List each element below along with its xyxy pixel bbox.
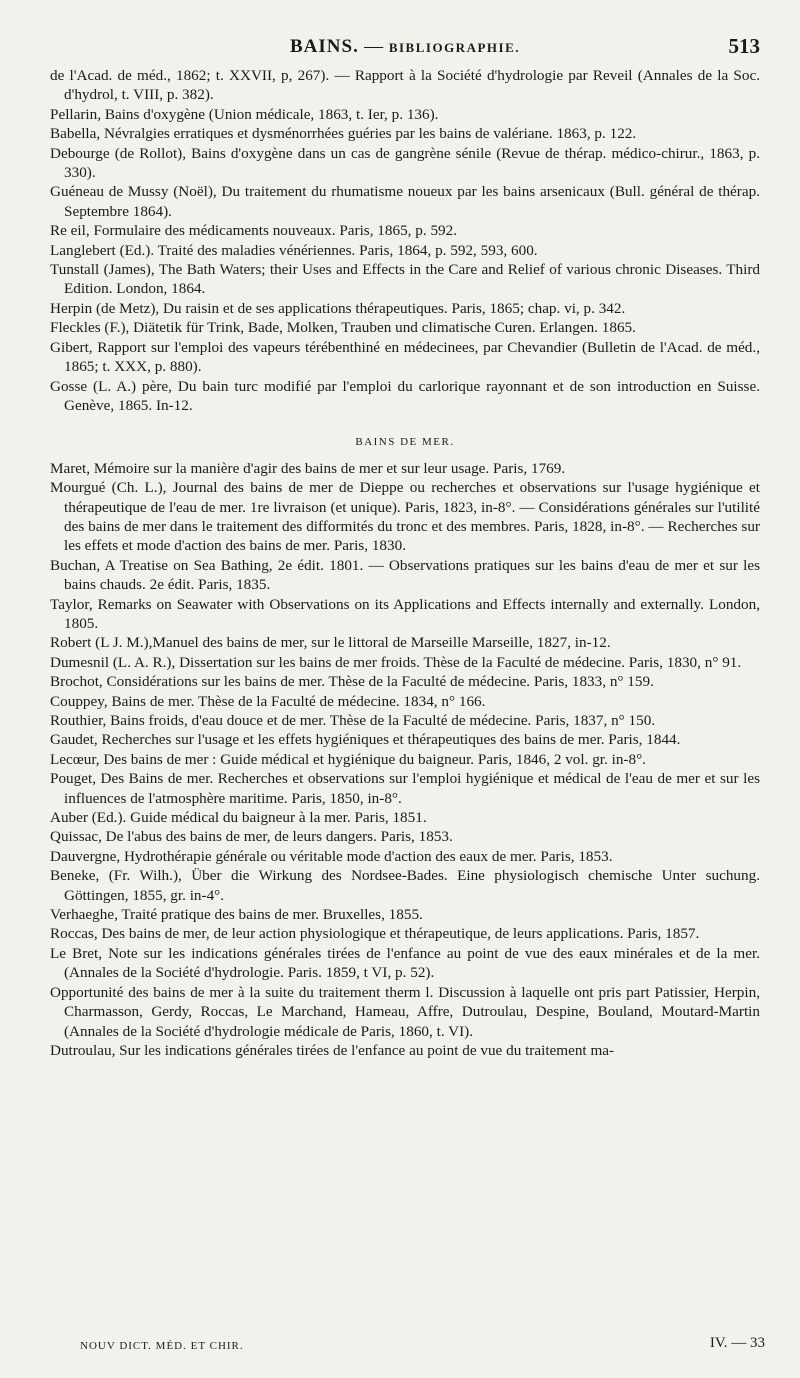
bib-entry: Herpin (de Metz), Du raisin et de ses applications thérapeutiques. Paris, 1865; chap. vi, p. 342. [50, 299, 626, 317]
bib-entry: de l'Acad. de méd., 1862; t. XXVII, p, 267). — Rapport à la Société d'hydrologie par Reveil (Annales de la Soc. d'hydrol, t. VIII, p. 382). [50, 67, 760, 104]
bib-entry: Babella, Névralgies erratiques et dysménorrhées guéries par les bains de valériane. 1863, p. 122. [50, 125, 637, 143]
bib-entry: Debourge (de Rollot), Bains d'oxygène dans un cas de gangrène sénile (Revue de thérap. médico-chirur., 1863, p. 330). [50, 144, 760, 182]
bib-entry: Lecœur, Des bains de mer : Guide médical et hygiénique du baigneur. Paris, 1846, 2 vol. gr. in-8°. [50, 750, 646, 768]
bib-entry: Couppey, Bains de mer. Thèse de la Faculté de médecine. 1834, n° 166. [50, 692, 486, 710]
bib-entry: Routhier, Bains froids, d'eau douce et de mer. Thèse de la Faculté de médecine. Paris, 1837, n° 150. [50, 712, 656, 729]
page-number: 513 [728, 34, 760, 58]
footer-signature: NOUV DICT. MÉD. ET CHIR. [80, 1340, 244, 1352]
bib-entry: Langlebert (Ed.). Traité des maladies vénériennes. Paris, 1864, p. 592, 593, 600. [50, 241, 538, 259]
bib-entry: Pouget, Des Bains de mer. Recherches et observations sur l'emploi hygiénique et médical de l'eau de mer et sur les influences de l'atmosphère maritime. Paris, 1850, in-8°. [50, 770, 760, 807]
bib-entry: Taylor, Remarks on Seawater with Observations on its Applications and Effects internally and externally. London, 1805. [50, 595, 760, 632]
bib-entry: Dumesnil (L. A. R.), Dissertation sur les bains de mer froids. Thèse de la Faculté de médecine. Paris, 1830, n° 91. [50, 653, 742, 671]
bib-entry: Tunstall (James), The Bath Waters; their Uses and Effects in the Care and Relief of various chronic Diseases. Third Edition. London, 1864. [50, 261, 760, 298]
bib-entry: Verhaeghe, Traité pratique des bains de mer. Bruxelles, 1855. [50, 906, 423, 924]
bib-entry: Dauvergne, Hydrothérapie générale ou véritable mode d'action des eaux de mer. Paris, 1853. [50, 847, 613, 865]
bib-entry: Le Bret, Note sur les indications générales tirées de l'enfance au point de vue des eaux minérales et de la mer. (Annales de la Société d'hydrologie. Paris. 1859, t VI, p. 52). [50, 944, 760, 982]
bib-entry: Beneke, (Fr. Wilh.), Über die Wirkung des Nordsee-Bades. Eine physiologisch chemische Unter suchung. Göttingen, 1855, gr. in-4°. [50, 867, 760, 904]
bib-entry: Opportunité des bains de mer à la suite du traitement therm l. Discussion à laquelle ont pris part Patissier, Herpin, Charmasson, Gerdy, Roccas, Le Marchand, Hameau, Affre, Dutroulau, Despine, Bouland, Moutard-Martin (Annales de la Société d'hydrologie médicale de Paris, 1860, t. VI). [50, 983, 760, 1040]
bib-entry: Maret, Mémoire sur la manière d'agir des bains de mer et sur leur usage. Paris, 1769. [50, 459, 566, 477]
bib-entry: Roccas, Des bains de mer, de leur action physiologique et thérapeutique, de leurs applications. Paris, 1857. [50, 925, 700, 943]
bibliography-list [50, 66, 760, 1060]
page-header [50, 30, 760, 66]
bib-entry: Gaudet, Recherches sur l'usage et les effets hygiéniques et thérapeutiques des bains de mer. Paris, 1844. [50, 731, 681, 749]
bib-entry: Brochot, Considérations sur les bains de mer. Thèse de la Faculté de médecine. Paris, 1833, n° 159. [50, 673, 654, 691]
bib-entry: Quissac, De l'abus des bains de mer, de leurs dangers. Paris, 1853. [50, 828, 453, 846]
footer-volume: IV. — 33 [709, 1335, 765, 1351]
running-title [50, 36, 760, 58]
running-title-main: BAINS. [290, 36, 359, 57]
bib-entry: Fleckles (F.), Diätetik für Trink, Bade, Molken, Trauben und climatische Curen. Erlangen. 1865. [50, 319, 636, 337]
bib-entry: Robert (L J. M.),Manuel des bains de mer, sur le littoral de Marseille Marseille, 1827, in-12. [50, 634, 611, 652]
bib-entry: Dutroulau, Sur les indications générales tirées de l'enfance au point de vue du traitement ma- [50, 1041, 615, 1059]
bib-entry: Guéneau de Mussy (Noël), Du traitement du rhumatisme noueux par les bains arsenicaux (Bull. général de thérap. Septembre 1864). [50, 183, 760, 220]
section-heading: BAINS DE MER. [355, 436, 455, 449]
bib-entry: Gibert, Rapport sur l'emploi des vapeurs térébenthiné en médecinees, par Chevandier (Bulletin de l'Acad. de méd., 1865; t. XXX, p. 880). [50, 338, 760, 376]
bib-entry: Pellarin, Bains d'oxygène (Union médicale, 1863, t. Ier, p. 136). [50, 105, 439, 123]
bib-entry: Mourgué (Ch. L.), Journal des bains de mer de Dieppe ou recherches et observations sur l'usage hygiénique et thérapeutique de l'eau de mer. 1re livraison (et unique). Paris, 1823, in-8°. — Considérations générales sur l'utilité des bains de mer dans le traitement des difformités du tronc et des membres. Paris, 1828, in-8°. — Recherches sur les effets et mode d'action des bains de mer. Paris, 1830. [50, 479, 760, 555]
running-title-dash: — [358, 36, 389, 57]
running-title-sub: BIBLIOGRAPHIE. [388, 40, 520, 55]
bib-entry: Auber (Ed.). Guide médical du baigneur à la mer. Paris, 1851. [50, 809, 427, 827]
bib-entry: Re eil, Formulaire des médicaments nouveaux. Paris, 1865, p. 592. [50, 222, 458, 240]
page-footer [80, 1337, 765, 1353]
bib-entry: Buchan, A Treatise on Sea Bathing, 2e édit. 1801. — Observations pratiques sur les bains d'eau de mer et sur les bains chauds. 2e édit. Paris, 1835. [50, 556, 760, 594]
bib-entry: Gosse (L. A.) père, Du bain turc modifié par l'emploi du carlorique rayonnant et de son introduction en Suisse. Genève, 1865. In-12. [50, 377, 760, 414]
